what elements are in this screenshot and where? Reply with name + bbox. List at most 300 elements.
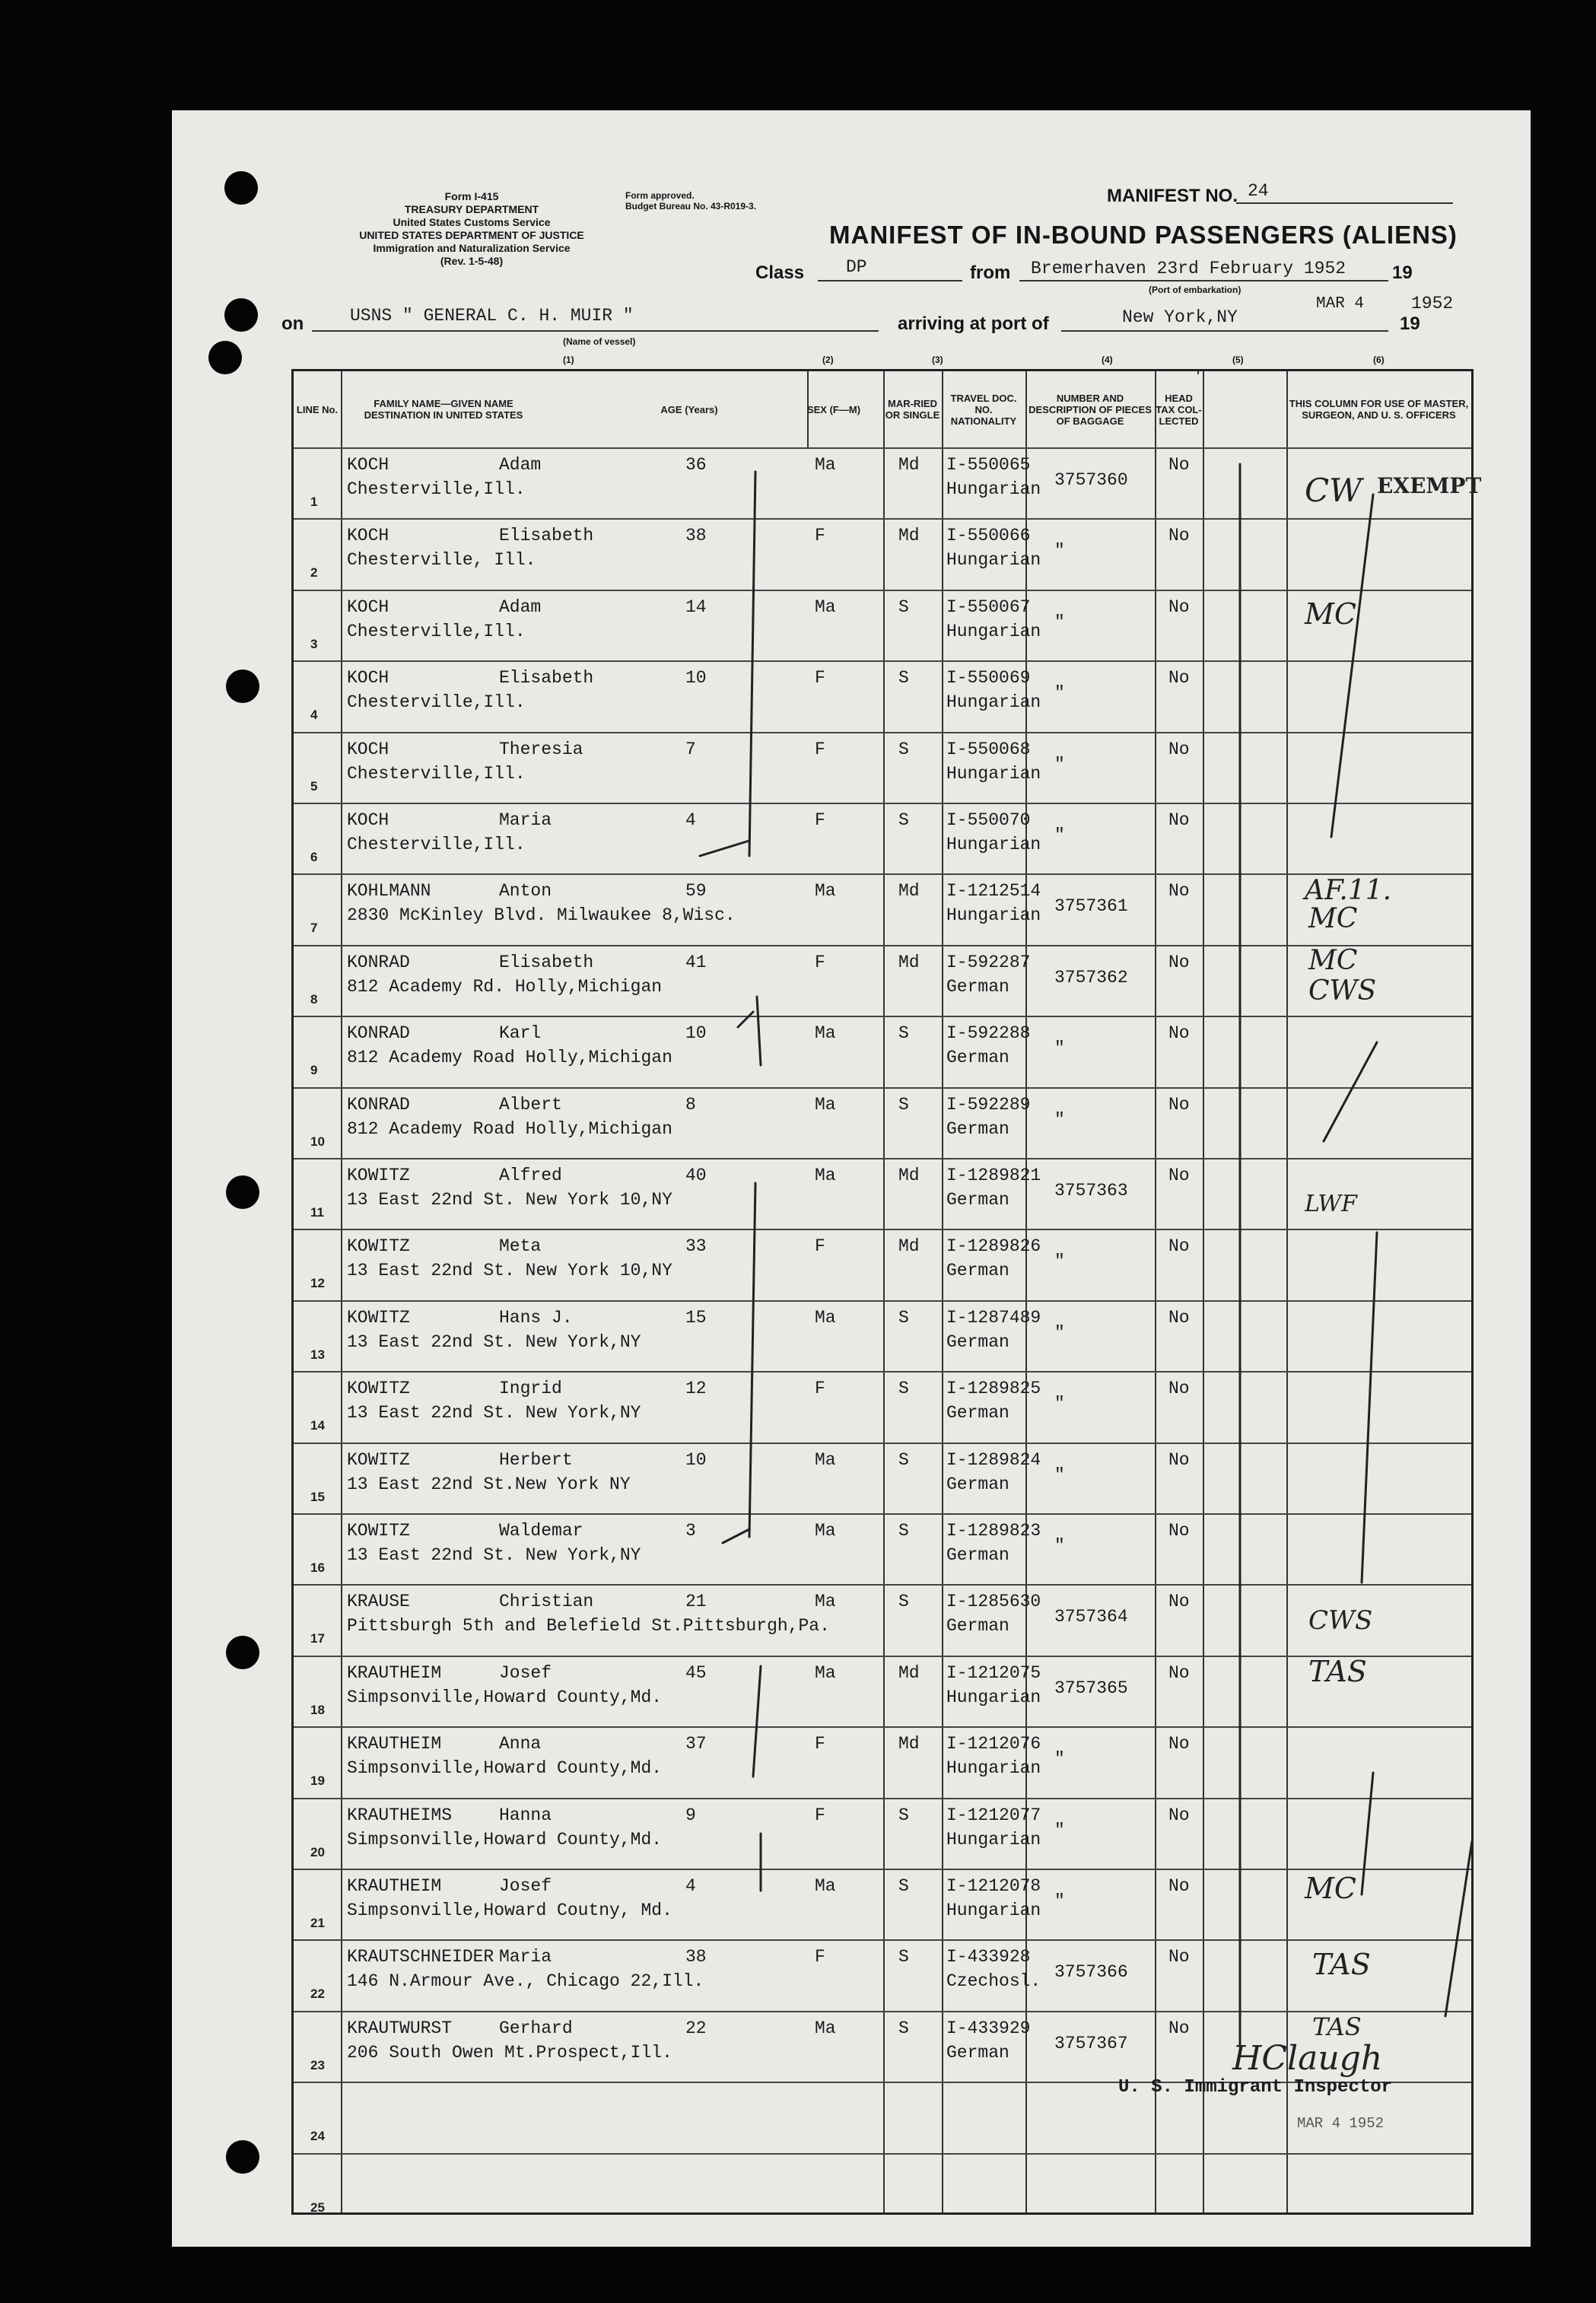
inspector-stamp-date: MAR 4 1952: [1297, 2115, 1385, 2132]
cell-given-name: Adam: [499, 596, 542, 617]
note-tas-22: TAS: [1312, 1948, 1371, 1981]
cell-destination: 13 East 22nd St. New York 10,NY: [347, 1261, 672, 1281]
line-number: 24: [310, 2129, 325, 2144]
cell-marital-status: S: [898, 1023, 909, 1044]
cell-marital-status: Md: [898, 1166, 920, 1185]
cell-given-name: Josef: [499, 1876, 552, 1896]
cell-baggage: ": [1054, 1465, 1065, 1485]
cell-marital-status: Md: [898, 952, 920, 972]
cell-marital-status: Md: [898, 455, 920, 475]
cell-head-tax: No: [1168, 1947, 1190, 1967]
cell-nationality: Hungarian: [946, 835, 1041, 854]
line-number: 12: [310, 1276, 325, 1291]
note-cws-8: CWS: [1308, 975, 1377, 1007]
cell-head-tax: No: [1168, 1805, 1190, 1825]
cell-family-name: KOHLMANN: [347, 881, 431, 902]
cell-travel-doc: I-550069: [946, 668, 1031, 689]
cell-age: 33: [685, 1236, 707, 1257]
cell-age: 7: [685, 739, 696, 759]
line-number: 4: [310, 708, 318, 723]
col-officers: THIS COLUMN FOR USE OF MASTER, SURGEON, AND U. S. OFFICERS: [1289, 398, 1469, 421]
cell-marital-status: Md: [898, 526, 920, 546]
manifest-no-value: 24: [1248, 181, 1269, 201]
cell-destination: Simpsonville,Howard County,Md.: [347, 1829, 663, 1850]
cell-travel-doc: I-592288: [946, 1023, 1031, 1044]
cell-given-name: Waldemar: [499, 1521, 583, 1541]
cell-marital-status: S: [898, 1521, 909, 1541]
cell-age: 45: [685, 1662, 707, 1683]
cell-family-name: KOWITZ: [347, 1236, 410, 1257]
cell-head-tax: No: [1168, 1521, 1190, 1541]
line-number: 9: [310, 1063, 318, 1078]
line-number: 15: [310, 1489, 325, 1504]
cell-nationality: German: [946, 1118, 1009, 1139]
cell-travel-doc: I-592289: [946, 1094, 1031, 1115]
cell-sex: F: [815, 1379, 825, 1399]
cell-family-name: KRAUTWURST: [347, 2018, 453, 2038]
line-number: 1: [310, 495, 318, 509]
customs-service: United States Customs Service: [393, 216, 551, 228]
col-num-3: (3): [932, 355, 943, 365]
cell-nationality: German: [946, 1545, 1009, 1565]
cell-head-tax: No: [1168, 2018, 1190, 2038]
cell-given-name: Theresia: [499, 739, 583, 759]
cell-nationality: German: [946, 1616, 1009, 1637]
line-number: 22: [310, 1986, 325, 2002]
cell-destination: Simpsonville,Howard County,Md.: [347, 1758, 663, 1779]
col-head-tax: HEAD TAX COL-LECTED: [1156, 392, 1202, 427]
form-revision: (Rev. 1-5-48): [440, 255, 504, 267]
cell-age: 37: [685, 1734, 707, 1754]
cell-nationality: German: [946, 1474, 1009, 1494]
cell-nationality: Hungarian: [946, 1758, 1041, 1779]
note-mc-3: MC: [1305, 597, 1356, 631]
cell-given-name: Herbert: [499, 1449, 573, 1470]
cell-baggage: ": [1054, 1820, 1065, 1840]
cell-travel-doc: I-1289823: [946, 1521, 1041, 1541]
line-number: 19: [310, 1773, 325, 1789]
cell-given-name: Elisabeth: [499, 668, 594, 689]
cell-family-name: KRAUTHEIM: [347, 1734, 442, 1754]
cell-age: 10: [685, 1449, 707, 1470]
cell-travel-doc: I-550066: [946, 526, 1031, 546]
cell-baggage: 3757362: [1054, 967, 1128, 988]
cell-destination: 812 Academy Road Holly,Michigan: [347, 1118, 672, 1139]
cell-sex: Ma: [815, 1307, 836, 1328]
cell-sex: F: [815, 1947, 825, 1967]
cell-family-name: KOCH: [347, 668, 389, 689]
col-age: AGE (Years): [660, 403, 718, 415]
cell-given-name: Anton: [499, 881, 552, 902]
note-mc-7: MC: [1308, 903, 1358, 934]
line-number: 8: [310, 991, 318, 1007]
cell-sex: F: [815, 668, 825, 689]
cell-nationality: Hungarian: [946, 1829, 1041, 1850]
col-num-5: (5): [1232, 355, 1244, 365]
cell-marital-status: S: [898, 1592, 909, 1612]
cell-age: 36: [685, 455, 707, 475]
cell-age: 38: [685, 526, 707, 546]
cell-nationality: Hungarian: [946, 692, 1041, 713]
cell-given-name: Alfred: [499, 1166, 562, 1185]
cell-sex: Ma: [815, 1592, 836, 1612]
treasury-dept: TREASURY DEPARTMENT: [404, 203, 539, 215]
cell-sex: F: [815, 810, 825, 830]
cell-sex: F: [815, 1805, 825, 1825]
cell-age: 10: [685, 1023, 707, 1044]
cell-given-name: Hanna: [499, 1805, 552, 1825]
cell-family-name: KRAUTHEIM: [347, 1876, 442, 1896]
justice-dept: UNITED STATES DEPARTMENT OF JUSTICE: [359, 229, 584, 241]
cell-head-tax: No: [1168, 668, 1190, 689]
cell-age: 41: [685, 952, 707, 972]
cell-nationality: German: [946, 1048, 1009, 1068]
cell-marital-status: S: [898, 596, 909, 617]
arriving-label: arriving at port of: [898, 313, 1049, 334]
cell-nationality: Hungarian: [946, 550, 1041, 571]
cell-given-name: Adam: [499, 455, 542, 475]
cell-marital-status: S: [898, 668, 909, 689]
note-cws-exempt: CW: [1305, 472, 1362, 509]
cell-baggage: ": [1054, 1322, 1065, 1343]
cell-family-name: KONRAD: [347, 1094, 410, 1115]
cell-baggage: 3757366: [1054, 1962, 1128, 1983]
cell-given-name: Meta: [499, 1236, 542, 1257]
vessel-name: USNS " GENERAL C. H. MUIR ": [350, 306, 634, 326]
cell-given-name: Elisabeth: [499, 952, 594, 972]
cell-age: 40: [685, 1166, 707, 1185]
cell-travel-doc: I-1212078: [946, 1876, 1041, 1896]
cell-head-tax: No: [1168, 526, 1190, 546]
cell-baggage: 3757361: [1054, 896, 1128, 917]
cell-sex: F: [815, 1734, 825, 1754]
cell-destination: Chesterville,Ill.: [347, 692, 526, 713]
cell-age: 12: [685, 1379, 707, 1399]
col-num-4: (4): [1102, 355, 1113, 365]
punch-hole: [226, 2140, 259, 2174]
cell-sex: Ma: [815, 1023, 836, 1044]
cell-sex: Ma: [815, 596, 836, 617]
cell-nationality: Hungarian: [946, 1687, 1041, 1707]
line-number: 11: [310, 1205, 324, 1220]
cell-destination: 13 East 22nd St. New York 10,NY: [347, 1190, 672, 1210]
cell-sex: Ma: [815, 1166, 836, 1185]
inspector-label: U. S. Immigrant Inspector: [1118, 2077, 1393, 2098]
cell-family-name: KOCH: [347, 526, 389, 546]
cell-travel-doc: I-550065: [946, 455, 1031, 475]
note-mc-21: MC: [1305, 1872, 1356, 1905]
cell-baggage: ": [1054, 1039, 1065, 1059]
punch-hole: [226, 1636, 259, 1669]
cell-family-name: KOCH: [347, 739, 389, 759]
cell-destination: 812 Academy Road Holly,Michigan: [347, 1048, 672, 1068]
cell-given-name: Josef: [499, 1662, 552, 1683]
cell-baggage: 3757363: [1054, 1181, 1128, 1201]
col-num-2: (2): [822, 355, 834, 365]
cell-head-tax: No: [1168, 1094, 1190, 1115]
on-label: on: [281, 313, 304, 334]
cell-nationality: Hungarian: [946, 1901, 1041, 1920]
cell-age: 10: [685, 668, 707, 689]
cell-head-tax: No: [1168, 1379, 1190, 1399]
arrival-year-suffix: 19: [1400, 313, 1420, 334]
line-number: 13: [310, 1347, 325, 1362]
cell-nationality: German: [946, 1403, 1009, 1423]
cell-age: 22: [685, 2018, 707, 2038]
cell-sex: Ma: [815, 455, 836, 475]
cell-destination: Chesterville, Ill.: [347, 550, 536, 571]
cell-travel-doc: I-433929: [946, 2018, 1031, 2038]
note-mc-8: MC: [1308, 945, 1358, 976]
cell-travel-doc: I-1212075: [946, 1662, 1041, 1683]
cell-given-name: Albert: [499, 1094, 562, 1115]
cell-family-name: KRAUSE: [347, 1592, 410, 1612]
arrival-port: New York,NY: [1122, 307, 1238, 327]
cell-age: 4: [685, 810, 696, 830]
line-number: 6: [310, 850, 318, 864]
cell-head-tax: No: [1168, 1592, 1190, 1612]
cell-head-tax: No: [1168, 455, 1190, 475]
cell-given-name: Ingrid: [499, 1379, 562, 1399]
cell-age: 3: [685, 1521, 696, 1541]
class-value: DP: [846, 257, 867, 277]
punch-hole: [226, 1175, 259, 1209]
line-number: 18: [310, 1702, 325, 1717]
cell-travel-doc: I-1289824: [946, 1449, 1041, 1470]
cell-head-tax: No: [1168, 1876, 1190, 1896]
form-number: Form I-415: [444, 190, 499, 202]
cell-age: 4: [685, 1876, 696, 1896]
cell-marital-status: S: [898, 739, 909, 759]
cell-family-name: KOWITZ: [347, 1449, 410, 1470]
line-number: 17: [310, 1631, 325, 1646]
cell-travel-doc: I-550068: [946, 739, 1031, 759]
cell-marital-status: S: [898, 1449, 909, 1470]
line-number: 23: [310, 2057, 325, 2072]
cell-travel-doc: I-433928: [946, 1947, 1031, 1967]
cell-family-name: KRAUTHEIM: [347, 1662, 442, 1683]
cell-marital-status: Md: [898, 1734, 920, 1754]
cell-age: 9: [685, 1805, 696, 1825]
line-number: 7: [310, 921, 318, 936]
col-baggage: NUMBER AND DESCRIPTION OF PIECES OF BAGGAGE: [1028, 392, 1152, 427]
cell-travel-doc: I-1289821: [946, 1166, 1041, 1185]
line-number: 3: [310, 636, 318, 651]
cell-destination: 146 N.Armour Ave., Chicago 22,Ill.: [347, 1971, 704, 1992]
line-number: 10: [310, 1134, 325, 1149]
cell-destination: Simpsonville,Howard Coutny, Md.: [347, 1901, 672, 1920]
cell-nationality: Hungarian: [946, 479, 1041, 499]
budget-bureau: Budget Bureau No. 43-R019-3.: [625, 201, 757, 212]
note-exempt: EXEMPT: [1377, 473, 1482, 498]
cell-family-name: KOWITZ: [347, 1379, 410, 1399]
cell-destination: Simpsonville,Howard County,Md.: [347, 1687, 663, 1707]
cell-destination: 13 East 22nd St.New York NY: [347, 1474, 631, 1494]
line-number: 5: [310, 778, 318, 794]
cell-given-name: Maria: [499, 810, 552, 830]
cell-marital-status: S: [898, 1379, 909, 1399]
manifest-no-label: MANIFEST NO.: [1107, 186, 1238, 206]
cell-destination: Chesterville,Ill.: [347, 621, 526, 641]
cell-sex: Ma: [815, 1094, 836, 1115]
cell-baggage: ": [1054, 1749, 1065, 1770]
cell-nationality: Hungarian: [946, 763, 1041, 784]
col-name: FAMILY NAME—GIVEN NAME DESTINATION IN UNITED STATES: [364, 398, 523, 421]
col-married: MAR-RIED OR SINGLE: [885, 398, 940, 421]
class-label: Class: [755, 262, 805, 283]
cell-nationality: German: [946, 2042, 1009, 2063]
line-number: 16: [310, 1560, 325, 1575]
cell-marital-status: S: [898, 2018, 909, 2038]
col-num-6: (6): [1373, 355, 1385, 365]
cell-baggage: ": [1054, 1891, 1065, 1911]
cell-head-tax: No: [1168, 1734, 1190, 1754]
inspector-signature: HClaugh: [1232, 2039, 1383, 2078]
cell-travel-doc: I-1212514: [946, 881, 1041, 902]
cell-baggage: ": [1054, 1252, 1065, 1272]
note-tas-18: TAS: [1308, 1655, 1367, 1688]
cell-destination: 13 East 22nd St. New York,NY: [347, 1403, 641, 1423]
cell-sex: Ma: [815, 1662, 836, 1683]
cell-sex: Ma: [815, 881, 836, 902]
cell-nationality: Czechosl.: [946, 1971, 1041, 1992]
cell-nationality: German: [946, 1261, 1009, 1281]
cell-baggage: 3757364: [1054, 1607, 1128, 1627]
cell-age: 59: [685, 881, 707, 902]
form-approved: Form approved.: [625, 190, 695, 201]
cell-baggage: ": [1054, 754, 1065, 775]
cell-marital-status: Md: [898, 881, 920, 902]
note-tas-23: TAS: [1312, 2012, 1362, 2041]
note-lwf: LWF: [1305, 1191, 1357, 1217]
cell-sex: Ma: [815, 1876, 836, 1896]
cell-family-name: KOWITZ: [347, 1307, 410, 1328]
cell-given-name: Karl: [499, 1023, 542, 1044]
cell-destination: Pittsburgh 5th and Belefield St.Pittsburgh,Pa.: [347, 1616, 830, 1637]
page-title: MANIFEST OF IN-BOUND PASSENGERS (ALIENS): [829, 221, 1458, 249]
cell-family-name: KOCH: [347, 596, 389, 617]
cell-sex: F: [815, 739, 825, 759]
cell-destination: Chesterville,Ill.: [347, 479, 526, 499]
cell-travel-doc: I-550070: [946, 810, 1031, 830]
cell-baggage: 3757360: [1054, 470, 1128, 490]
cell-family-name: KOCH: [347, 455, 389, 475]
cell-travel-doc: I-592287: [946, 952, 1031, 972]
embark-value: Bremerhaven 23rd February 1952: [1031, 259, 1346, 278]
vessel-caption: (Name of vessel): [563, 336, 636, 347]
ins-service: Immigration and Naturalization Service: [373, 242, 571, 254]
cell-head-tax: No: [1168, 952, 1190, 972]
cell-travel-doc: I-1212077: [946, 1805, 1041, 1825]
punch-hole: [208, 341, 242, 374]
cell-baggage: ": [1054, 825, 1065, 845]
cell-nationality: German: [946, 976, 1009, 997]
cell-marital-status: S: [898, 1947, 909, 1967]
cell-family-name: KRAUTSCHNEIDER: [347, 1947, 494, 1967]
from-label: from: [970, 262, 1011, 283]
cell-head-tax: No: [1168, 1166, 1190, 1185]
cell-baggage: ": [1054, 1536, 1065, 1556]
cell-head-tax: No: [1168, 1449, 1190, 1470]
cell-head-tax: No: [1168, 1662, 1190, 1683]
cell-marital-status: S: [898, 1094, 909, 1115]
port-embark-caption: (Port of embarkation): [1149, 285, 1242, 295]
cell-family-name: KOWITZ: [347, 1521, 410, 1541]
punch-hole: [224, 298, 258, 332]
cell-family-name: KOWITZ: [347, 1166, 410, 1185]
cell-family-name: KONRAD: [347, 1023, 410, 1044]
cell-age: 14: [685, 596, 707, 617]
col-sex: SEX (F—M): [806, 403, 861, 415]
cell-given-name: Anna: [499, 1734, 542, 1754]
col-num-1: (1): [563, 355, 574, 365]
cell-given-name: Hans J.: [499, 1307, 573, 1328]
cell-marital-status: S: [898, 810, 909, 830]
cell-baggage: ": [1054, 1109, 1065, 1130]
cell-baggage: ": [1054, 612, 1065, 632]
cell-sex: Ma: [815, 2018, 836, 2038]
cell-age: 8: [685, 1094, 696, 1115]
cell-family-name: KONRAD: [347, 952, 410, 972]
line-number: 21: [310, 1916, 325, 1930]
cell-family-name: KRAUTHEIMS: [347, 1805, 453, 1825]
cell-head-tax: No: [1168, 739, 1190, 759]
cell-marital-status: Md: [898, 1662, 920, 1683]
cell-destination: 13 East 22nd St. New York,NY: [347, 1331, 641, 1352]
cell-marital-status: Md: [898, 1236, 920, 1257]
col-line-no: LINE No.: [296, 403, 339, 415]
cell-destination: Chesterville,Ill.: [347, 835, 526, 854]
cell-head-tax: No: [1168, 1236, 1190, 1257]
cell-destination: 2830 McKinley Blvd. Milwaukee 8,Wisc.: [347, 905, 736, 926]
cell-nationality: Hungarian: [946, 905, 1041, 926]
cell-baggage: ": [1054, 541, 1065, 561]
cell-given-name: Maria: [499, 1947, 552, 1967]
col-travel-doc: TRAVEL DOC. NO. NATIONALITY: [950, 392, 1017, 427]
cell-given-name: Gerhard: [499, 2018, 573, 2038]
note-cws-17: CWS: [1308, 1605, 1373, 1636]
cell-family-name: KOCH: [347, 810, 389, 830]
cell-destination: 13 East 22nd St. New York,NY: [347, 1545, 641, 1565]
cell-sex: Ma: [815, 1521, 836, 1541]
cell-sex: Ma: [815, 1449, 836, 1470]
cell-head-tax: No: [1168, 810, 1190, 830]
cell-destination: 812 Academy Rd. Holly,Michigan: [347, 976, 663, 997]
line-number: 20: [310, 1844, 325, 1859]
cell-sex: F: [815, 526, 825, 546]
cell-marital-status: S: [898, 1876, 909, 1896]
cell-travel-doc: I-1289825: [946, 1379, 1041, 1399]
cell-travel-doc: I-550067: [946, 596, 1031, 617]
line-number: 14: [310, 1418, 325, 1433]
cell-given-name: Elisabeth: [499, 526, 594, 546]
cell-nationality: German: [946, 1331, 1009, 1352]
cell-destination: Chesterville,Ill.: [347, 763, 526, 784]
cell-head-tax: No: [1168, 881, 1190, 902]
cell-travel-doc: I-1285630: [946, 1592, 1041, 1612]
punch-hole: [224, 171, 258, 205]
punch-hole: [226, 670, 259, 703]
cell-head-tax: No: [1168, 1307, 1190, 1328]
cell-marital-status: S: [898, 1805, 909, 1825]
cell-head-tax: No: [1168, 596, 1190, 617]
cell-head-tax: No: [1168, 1023, 1190, 1044]
cell-sex: F: [815, 1236, 825, 1257]
cell-marital-status: S: [898, 1307, 909, 1328]
cell-baggage: ": [1054, 1394, 1065, 1414]
cell-age: 15: [685, 1307, 707, 1328]
cell-baggage: 3757365: [1054, 1678, 1128, 1698]
